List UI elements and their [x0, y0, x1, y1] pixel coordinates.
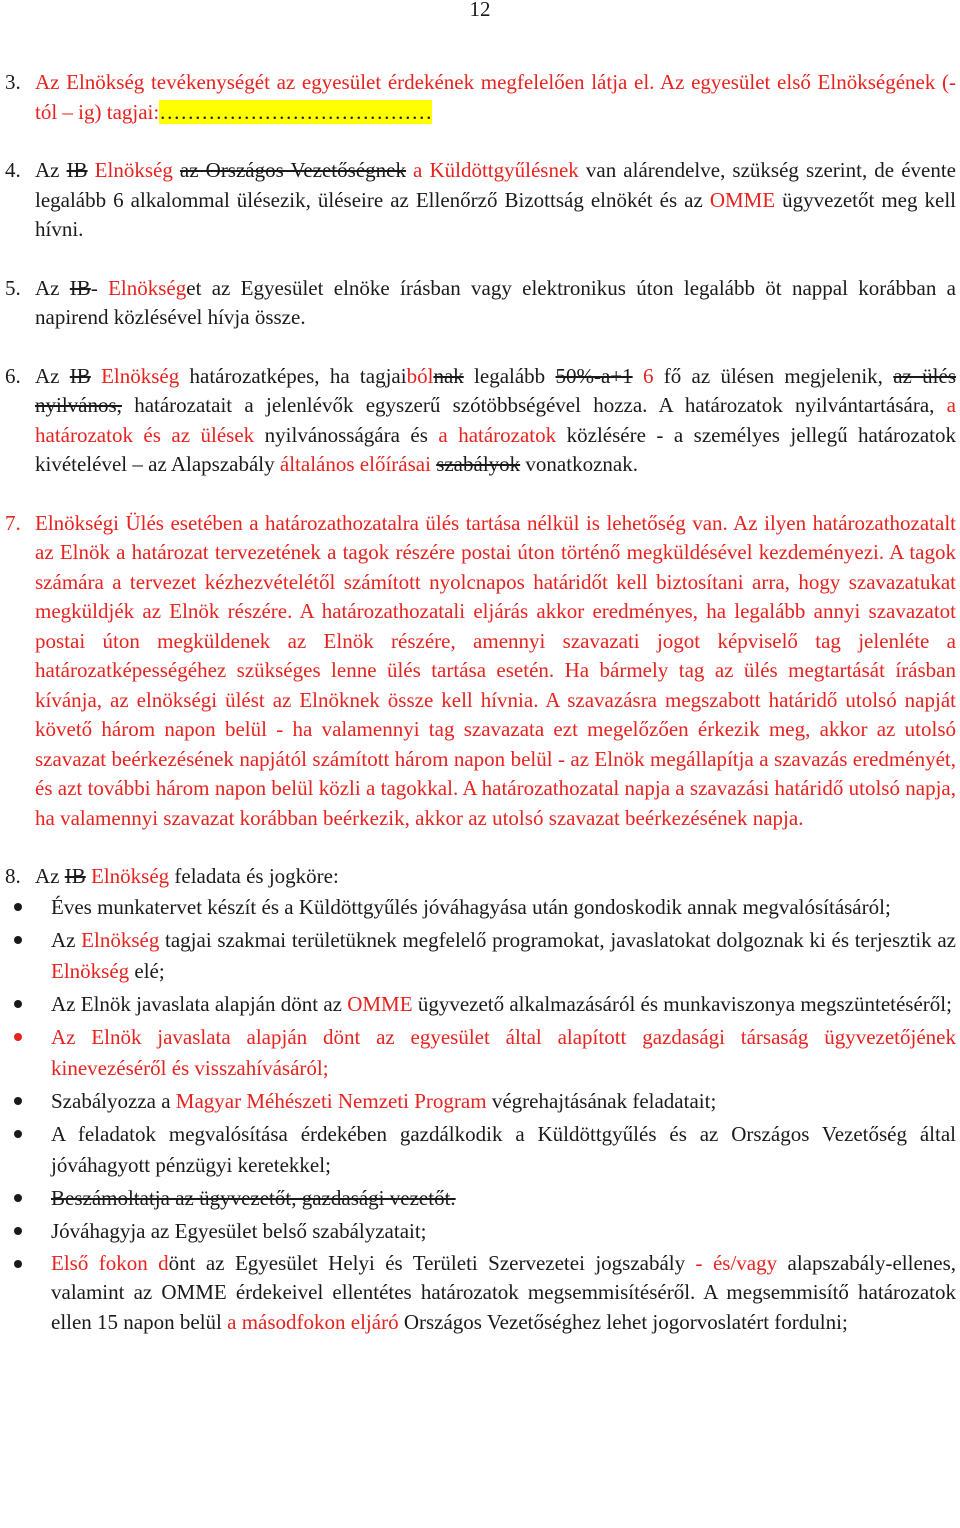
bullet-icon [14, 903, 22, 911]
highlighted-placeholder: ………………………………… [159, 99, 433, 124]
paragraph-8 [5, 862, 956, 892]
inserted-text: Elnökség [108, 275, 187, 300]
inserted-text: Elnökség [91, 864, 170, 888]
inserted-text: általános előírásai [279, 452, 431, 476]
inserted-text: a Küldöttgyűlésnek [405, 158, 579, 182]
paragraph-number: 3. [5, 70, 21, 94]
paragraph-number: 7. [5, 510, 21, 535]
inserted-text: 6 [642, 363, 654, 388]
text-run: ügyvezető alkalmazásáról és munkaviszonya megszüntetéséről; [412, 991, 952, 1016]
paragraph-number: 8. [5, 864, 21, 888]
text-run: Éves munkatervet készít és a Küldöttgyűlés jóváhagyása után gondoskodik annak megvalósításáról; [51, 894, 891, 919]
paragraph-5 [5, 274, 956, 333]
bullet-icon [14, 1227, 22, 1235]
inserted-text: Az Elnök javaslata alapján dönt az egyesület által alapított gazdasági társaság ügyvezetőjének kinevezéséről és visszahívásáról; [51, 1024, 956, 1080]
list-item [5, 1022, 956, 1084]
deleted-text: IB [64, 864, 86, 888]
text-run: A feladatok megvalósítása érdekében gazdálkodik a Küldöttgyűlés és az Országos Vezetőség által jóváhagyott pénzügyi keretekkel; [51, 1121, 956, 1177]
text-run: elé; [129, 958, 165, 983]
inserted-text: ból [406, 363, 434, 388]
inserted-text: Elnökség [87, 158, 180, 182]
deleted-text: nak [433, 363, 464, 388]
paragraph-number: 6. [5, 363, 21, 388]
text-run: határozatait a jelenlévők egyszerű szótöbbségével hozza. A határozatok nyilvántartására, [121, 393, 947, 417]
list-item [5, 892, 956, 923]
bullet-icon [14, 1033, 22, 1041]
list-item [5, 1183, 956, 1214]
paragraph-3 [5, 68, 956, 127]
text-run: Szabályozza a [51, 1088, 176, 1113]
inserted-text: a másodfokon eljáró [227, 1309, 399, 1334]
text-run: legalább [463, 363, 556, 388]
text-run: fő az ülésen megjelenik, [653, 363, 894, 388]
inserted-text: Elnökségi Ülés esetében a határozathozatalra ülés tartása nélkül is lehetőség van. Az ilyen határozathozatalt az Elnök a határozat tervezetének a tagok részére postai úton történő megküldésével kezdeményezi. A tagok számára a tervezet kézhezvételétől számított nyolcnapos határidőt kell biztosítani arra, hogy szavazatukat megküldjék az Elnök részére. A határozathozatali eljárás akkor eredményes, ha legalább annyi szavazatot postai úton megküldenek az Elnök részére, amennyi szavazati jogot képviselő tag jelenléte a határozatképességéhez szükséges lenne ülés tartása esetén. Ha bármely tag az ülés megtartását írásban kívánja, az elnökségi ülést az Elnöknek össze kell hívnia. A szavazásra megszabott határidő utolsó napját követő három napon belül - ha valamennyi tag szavazata ezt megelőzően érkezik meg, akkor az utolsó szavazat beérkezésének napjától számított három napon belül - az Elnök megállapítja a szavazás eredményét, és azt további három napon belül közli a tagokkal. A határozathozatal napja a szavazási határidő utolsó napja, ha valamennyi szavazat korábban beérkezik, akkor az utolsó szavazat beérkezésének napja. [35, 510, 956, 830]
task-list [5, 892, 956, 1338]
text-run: nyilvánosságára és [254, 422, 439, 447]
text-run: alapszabály-ellenes, valamint az OMME érdekeivel ellentétes határozatok megsemmisítéséről. A megsemmisítő határozatok ellen 15 napon belül [51, 1250, 957, 1334]
deleted-text: az ülés nyilvános, [35, 363, 956, 417]
text-run: - [90, 275, 109, 300]
text-run: feladata és jogköre: [169, 864, 339, 888]
bullet-icon [14, 1000, 22, 1008]
inserted-text: Első fokon d [51, 1250, 169, 1275]
inserted-text: OMME [709, 187, 776, 212]
deleted-text: IB [69, 363, 91, 388]
text-run [91, 364, 101, 388]
inserted-text: Elnökség [81, 927, 160, 952]
text-run: Az [51, 927, 82, 952]
list-item [5, 1119, 956, 1181]
deleted-text: az Országos Vezetőségnek [179, 158, 406, 182]
paragraph-7 [5, 509, 956, 834]
text-run: határozatképes, ha tagjai [179, 363, 407, 388]
deleted-text: IB [69, 275, 91, 300]
text-run: Az [35, 158, 67, 182]
inserted-text: - és/vagy [695, 1250, 778, 1275]
list-item [5, 925, 956, 987]
inserted-text: Az Elnökség tevékenységét az egyesület érdekének megfelelően látja el. Az egyesület első Elnökségének (-tól – ig) tagjai: [35, 70, 956, 124]
text-run [633, 364, 643, 388]
text-run: Az [35, 864, 65, 888]
text-run: Országos Vezetőséghez lehet jogorvoslatért fordulni; [398, 1309, 848, 1334]
list-item [5, 1216, 956, 1247]
inserted-text: Elnökség [51, 958, 130, 983]
inserted-text: a határozatok és az ülések [35, 393, 956, 447]
list-item [5, 989, 956, 1020]
deleted-text: Beszámoltatja az ügyvezetőt, gazdasági vezetőt. [51, 1185, 456, 1210]
text-run: Jóváhagyja az Egyesület belső szabályzatait; [51, 1218, 427, 1243]
paragraph-4 [5, 156, 956, 245]
paragraph-number: 5. [5, 275, 21, 300]
text-run: vonatkoznak. [520, 452, 638, 476]
bullet-icon [14, 1097, 22, 1105]
paragraph-6 [5, 362, 956, 480]
inserted-text: OMME [347, 991, 413, 1016]
inserted-text: Magyar Méhészeti Nemzeti Program [175, 1088, 487, 1113]
paragraph-number: 4. [5, 158, 21, 182]
deleted-text: szabályok [436, 452, 521, 476]
deleted-text: 50%-a+1 [555, 363, 633, 388]
text-run: Az [35, 275, 70, 300]
bullet-icon [14, 1130, 22, 1138]
bullet-icon [14, 1260, 22, 1268]
text-run: van alárendelve, szükség szerint, de évente legalább 6 alkalommal ülésezik, üléseire az Ellenőrző Bizottság elnökét és az [35, 158, 957, 212]
text-run: önt az Egyesület Helyi és Területi Szervezetei jogszabály [168, 1250, 696, 1275]
list-item [5, 1249, 956, 1338]
inserted-text: a határozatok [438, 422, 557, 447]
text-run: végrehajtásának feladatait; [486, 1088, 717, 1113]
bullet-icon [14, 1194, 22, 1202]
bullet-icon [14, 936, 22, 944]
text-run: Az Elnök javaslata alapján dönt az [51, 991, 348, 1016]
text-run: tagjai szakmai területüknek megfelelő programokat, javaslatokat dolgoznak ki és terjesztik az [159, 927, 956, 952]
document-page [5, 68, 956, 1339]
list-item [5, 1086, 956, 1117]
inserted-text: Elnökség [101, 363, 180, 388]
page-number: 12 [469, 0, 491, 21]
text-run: közlésére - a személyes jellegű határozatok kivételével – az Alapszabály [35, 422, 956, 476]
text-run: et az Egyesület elnöke írásban vagy elektronikus úton legalább öt nappal korábban a napirend közlésével hívja össze. [35, 275, 956, 329]
text-run: Az [35, 363, 70, 388]
deleted-text: IB [66, 158, 88, 182]
text-run: ügyvezetőt meg kell hívni. [35, 187, 956, 241]
